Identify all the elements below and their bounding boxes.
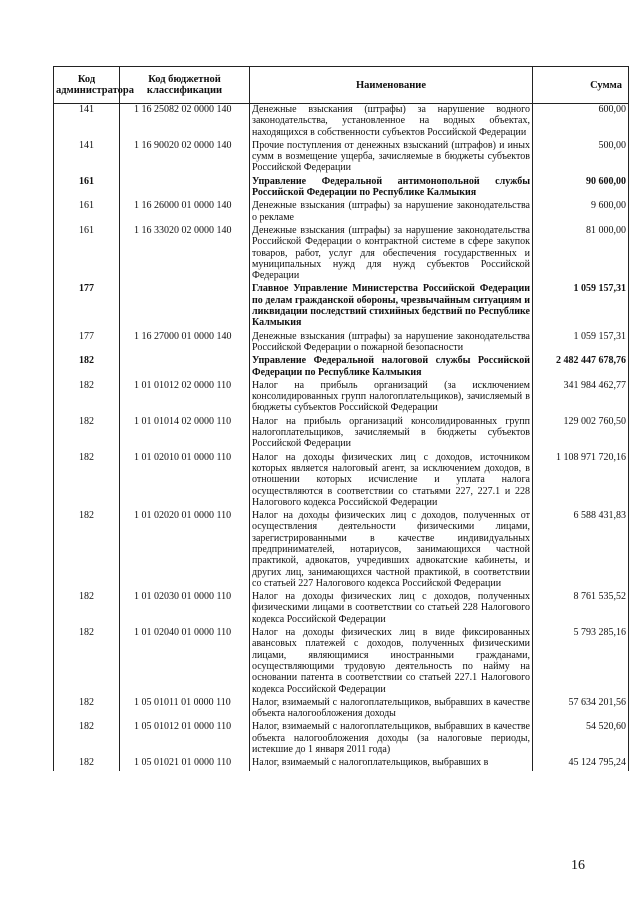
classification-cell: 1 01 02030 01 0000 110 xyxy=(120,591,250,627)
header-name: Наименование xyxy=(250,67,533,104)
page-number: 16 xyxy=(571,858,585,873)
sum-cell: 54 520,60 xyxy=(533,721,629,757)
sum-cell: 1 059 157,31 xyxy=(533,331,629,356)
admin-code-cell: 182 xyxy=(54,416,120,452)
name-cell: Налог на доходы физических лиц в виде фиксированных авансовых платежей с доходов, полученных физическими лицами, являющимися иностранными гражданами, осуществляющими трудовую деятельность по найму на основании патента в соответствии со статьей 227.1 Налогового кодекса Российской Федерации xyxy=(250,627,533,697)
admin-code-cell: 182 xyxy=(54,452,120,510)
name-cell: Налог на доходы физических лиц с доходов, полученных от осуществления деятельности физическими лицами, зарегистрированными в качестве индивидуальных предпринимателей, нотариусов, занимающихся частной практикой, адвокатов, учредивших адвокатские кабинеты, и других лиц, занимающихся частной практикой, в соответствии со статьей 227 Налогового кодекса Российской Федерации xyxy=(250,510,533,591)
table-row xyxy=(54,452,629,510)
sum-cell: 1 108 971 720,16 xyxy=(533,452,629,510)
table-row xyxy=(54,627,629,697)
name-cell: Главное Управление Министерства Российской Федерации по делам гражданской обороны, чрезвычайным ситуациям и ликвидации последствий стихийных бедствий по Республике Калмыкия xyxy=(250,283,533,330)
header-admin-code: Код администратора xyxy=(54,67,120,104)
classification-cell xyxy=(120,355,250,380)
table-row xyxy=(54,176,629,201)
name-cell: Налог на доходы физических лиц с доходов, полученных физическими лицами в соответствии со статьей 228 Налогового кодекса Российской Федерации xyxy=(250,591,533,627)
classification-cell: 1 16 33020 02 0000 140 xyxy=(120,225,250,283)
table-body xyxy=(54,104,629,771)
admin-code-cell: 161 xyxy=(54,200,120,225)
table-row xyxy=(54,416,629,452)
sum-cell: 1 059 157,31 xyxy=(533,283,629,330)
name-cell: Денежные взыскания (штрафы) за нарушение законодательства Российской Федерации о контрактной системе в сфере закупок товаров, работ, услуг для обеспечения государственных и муниципальных нужд для нужд субъектов Российской Федерации xyxy=(250,225,533,283)
sum-cell: 90 600,00 xyxy=(533,176,629,201)
classification-cell: 1 16 90020 02 0000 140 xyxy=(120,140,250,176)
table-row xyxy=(54,697,629,722)
classification-cell: 1 01 01012 02 0000 110 xyxy=(120,380,250,416)
table-row xyxy=(54,721,629,757)
sum-cell: 81 000,00 xyxy=(533,225,629,283)
admin-code-cell: 141 xyxy=(54,140,120,176)
admin-code-cell: 182 xyxy=(54,510,120,591)
sum-cell: 9 600,00 xyxy=(533,200,629,225)
admin-code-cell: 182 xyxy=(54,627,120,697)
admin-code-cell: 161 xyxy=(54,176,120,201)
sum-cell: 5 793 285,16 xyxy=(533,627,629,697)
sum-cell: 57 634 201,56 xyxy=(533,697,629,722)
admin-code-cell: 182 xyxy=(54,721,120,757)
table-row xyxy=(54,757,629,770)
classification-cell: 1 05 01021 01 0000 110 xyxy=(120,757,250,770)
classification-cell: 1 01 02040 01 0000 110 xyxy=(120,627,250,697)
admin-code-cell: 182 xyxy=(54,380,120,416)
header-sum: Сумма xyxy=(533,67,629,104)
name-cell: Налог на доходы физических лиц с доходов, источником которых является налоговый агент, за исключением доходов, в отношении которых исчисление и уплата налога осуществляются в соответствии со статьями 227, 227.1 и 228 Налогового кодекса Российской Федерации xyxy=(250,452,533,510)
sum-cell: 500,00 xyxy=(533,140,629,176)
sum-cell: 6 588 431,83 xyxy=(533,510,629,591)
classification-cell: 1 01 02010 01 0000 110 xyxy=(120,452,250,510)
name-cell: Налог на прибыль организаций (за исключением консолидированных групп налогоплательщиков), зачисляемый в бюджеты субъектов Российской Федерации xyxy=(250,380,533,416)
classification-cell: 1 16 25082 02 0000 140 xyxy=(120,104,250,140)
sum-cell: 600,00 xyxy=(533,104,629,140)
table-row xyxy=(54,355,629,380)
classification-cell: 1 01 02020 01 0000 110 xyxy=(120,510,250,591)
admin-code-cell: 161 xyxy=(54,225,120,283)
sum-cell: 341 984 462,77 xyxy=(533,380,629,416)
budget-revenue-table xyxy=(53,66,629,771)
name-cell: Денежные взыскания (штрафы) за нарушение водного законодательства, установленное на водных объектах, находящихся в собственности субъектов Российской Федерации xyxy=(250,104,533,140)
admin-code-cell: 177 xyxy=(54,331,120,356)
admin-code-cell: 182 xyxy=(54,697,120,722)
admin-code-cell: 177 xyxy=(54,283,120,330)
name-cell: Налог, взимаемый с налогоплательщиков, выбравших в качестве объекта налогообложения доходы xyxy=(250,697,533,722)
table-row xyxy=(54,140,629,176)
classification-cell: 1 16 26000 01 0000 140 xyxy=(120,200,250,225)
admin-code-cell: 141 xyxy=(54,104,120,140)
table-row xyxy=(54,104,629,140)
admin-code-cell: 182 xyxy=(54,591,120,627)
table-row xyxy=(54,200,629,225)
name-cell: Налог, взимаемый с налогоплательщиков, выбравших в xyxy=(250,757,533,770)
classification-cell: 1 16 27000 01 0000 140 xyxy=(120,331,250,356)
classification-cell: 1 05 01011 01 0000 110 xyxy=(120,697,250,722)
table-row xyxy=(54,283,629,330)
classification-cell: 1 05 01012 01 0000 110 xyxy=(120,721,250,757)
admin-code-cell: 182 xyxy=(54,355,120,380)
name-cell: Налог, взимаемый с налогоплательщиков, выбравших в качестве объекта налогообложения доходы (за налоговые периоды, истекшие до 1 января 2011 года) xyxy=(250,721,533,757)
table-row xyxy=(54,591,629,627)
admin-code-cell: 182 xyxy=(54,757,120,770)
header-classification: Код бюджетной классификации xyxy=(120,67,250,104)
table-header-row xyxy=(54,67,629,104)
classification-cell xyxy=(120,283,250,330)
name-cell: Налог на прибыль организаций консолидированных групп налогоплательщиков, зачисляемый в бюджеты субъектов Российской Федерации xyxy=(250,416,533,452)
sum-cell: 45 124 795,24 xyxy=(533,757,629,770)
budget-revenue-table-container xyxy=(53,66,628,771)
table-row xyxy=(54,510,629,591)
classification-cell: 1 01 01014 02 0000 110 xyxy=(120,416,250,452)
name-cell: Денежные взыскания (штрафы) за нарушение законодательства Российской Федерации о пожарной безопасности xyxy=(250,331,533,356)
sum-cell: 129 002 760,50 xyxy=(533,416,629,452)
name-cell: Прочие поступления от денежных взысканий (штрафов) и иных сумм в возмещение ущерба, зачисляемые в бюджеты субъектов Российской Федерации xyxy=(250,140,533,176)
table-row xyxy=(54,331,629,356)
name-cell: Денежные взыскания (штрафы) за нарушение законодательства о рекламе xyxy=(250,200,533,225)
table-row xyxy=(54,225,629,283)
name-cell: Управление Федеральной антимонопольной службы Российской Федерации по Республике Калмыкия xyxy=(250,176,533,201)
sum-cell: 2 482 447 678,76 xyxy=(533,355,629,380)
classification-cell xyxy=(120,176,250,201)
table-row xyxy=(54,380,629,416)
name-cell: Управление Федеральной налоговой службы Российской Федерации по Республике Калмыкия xyxy=(250,355,533,380)
sum-cell: 8 761 535,52 xyxy=(533,591,629,627)
